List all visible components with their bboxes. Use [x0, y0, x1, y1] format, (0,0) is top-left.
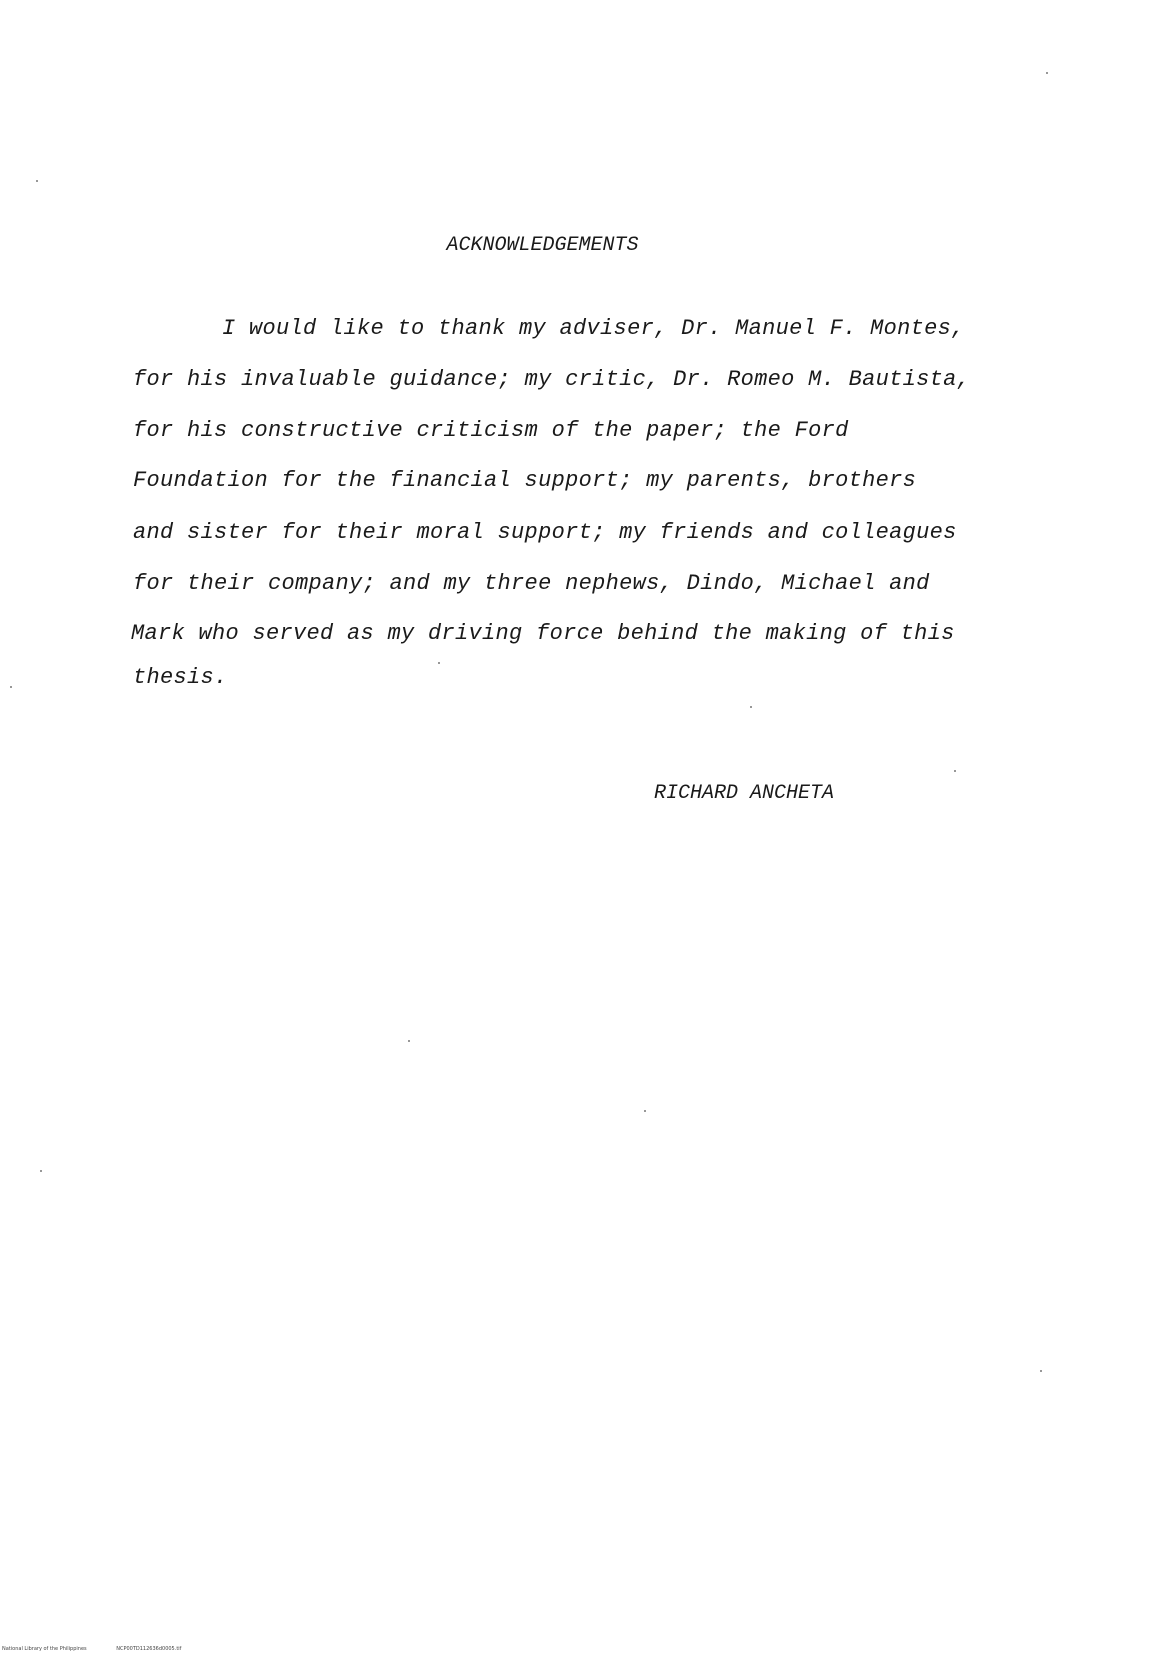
scan-speck — [644, 1110, 646, 1112]
scan-speck — [36, 180, 38, 182]
scan-speck — [1040, 1370, 1042, 1372]
body-line-1: I would like to thank my adviser, Dr. Manuel F. Montes, — [222, 316, 965, 341]
scan-speck — [1046, 72, 1048, 74]
footer-file-id: NCP00TD112636d0005.tif — [116, 1646, 182, 1652]
body-line-6: for their company; and my three nephews, Dindo, Michael and — [133, 571, 930, 596]
scan-speck — [10, 686, 12, 688]
body-line-8: thesis. — [133, 665, 228, 690]
scan-speck — [408, 1040, 410, 1042]
body-line-7: Mark who served as my driving force behind the making of this — [131, 621, 955, 646]
scan-footer — [2, 1646, 209, 1652]
author-signature: RICHARD ANCHETA — [654, 782, 835, 805]
body-line-3: for his constructive criticism of the paper; the Ford — [133, 418, 849, 443]
body-line-2: for his invaluable guidance; my critic, Dr. Romeo M. Bautista, — [133, 367, 971, 392]
body-line-4: Foundation for the financial support; my parents, brothers — [133, 468, 917, 493]
page-title: ACKNOWLEDGEMENTS — [446, 234, 639, 257]
scan-speck — [438, 662, 440, 664]
footer-library: National Library of the Philippines — [2, 1646, 87, 1652]
body-line-5: and sister for their moral support; my friends and colleagues — [133, 520, 957, 545]
scan-speck — [954, 770, 956, 772]
scan-speck — [750, 706, 752, 708]
scan-speck — [40, 1170, 42, 1172]
